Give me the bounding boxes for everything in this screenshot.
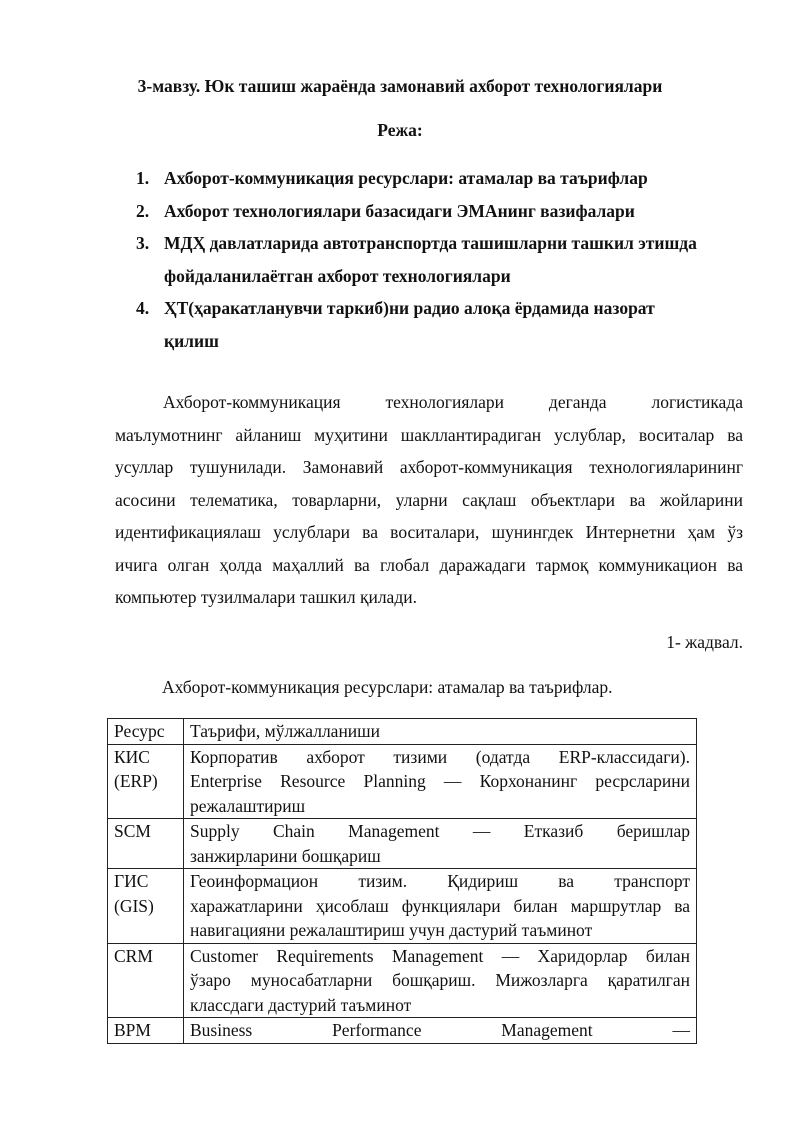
definition-line: Business Performance Management — <box>190 1020 690 1040</box>
table-header-cell: Ресурс <box>108 719 184 745</box>
table-row <box>108 744 697 819</box>
plan-item-text: ҲТ(ҳаракатланувчи таркиб)ни радио алоқа ёрдамида назорат <box>164 298 655 318</box>
definition-line: Геоинформацион тизим. Қидириш ва транспорт <box>190 871 690 891</box>
table-cell-resource <box>108 819 184 869</box>
table-number: 1- жадвал. <box>666 632 743 652</box>
table-cell-definition <box>184 819 697 869</box>
plan-item-text: Ахборот технологиялари базасидаги ЭМАнинг вазифалари <box>164 200 635 221</box>
table-cell-resource <box>108 1018 184 1044</box>
definition-line: ўзаро муносабатларни бошқариш. Мижозларга қаратилган <box>190 970 690 990</box>
definition-line: режалаштириш <box>190 795 306 816</box>
table-header-cell: Таърифи, мўлжалланиши <box>184 719 697 745</box>
table-cell-definition <box>184 943 697 1018</box>
table-row <box>108 869 697 944</box>
table-cell-definition <box>184 869 697 944</box>
plan-item <box>136 227 756 292</box>
table-cell-resource <box>108 744 184 819</box>
plan-heading: Режа: <box>377 120 423 140</box>
table-cell-definition <box>184 744 697 819</box>
resource-line: (ERP) <box>114 771 158 791</box>
paragraph-line: усуллар тушунилади. Замонавий ахборот-коммуникация технологияларининг <box>115 457 743 477</box>
definition-line: классдаги дастурий таъминот <box>190 994 412 1015</box>
plan-item-number: 1. <box>136 168 150 188</box>
resource-line: SCM <box>114 821 151 841</box>
definition-line: Корпоратив ахборот тизими (одатда ERP-классидаги). <box>190 746 690 767</box>
resource-line: (GIS) <box>114 895 154 916</box>
table-cell-definition <box>184 1018 697 1044</box>
table-caption: Ахборот-коммуникация ресурслари: атамалар ва таърифлар. <box>162 677 613 697</box>
plan-item-number: 3. <box>136 233 150 253</box>
plan-item-text: фойдаланилаётган ахборот технологиялари <box>164 265 511 286</box>
table-header-row <box>108 719 697 745</box>
resource-line: CRM <box>114 945 153 966</box>
table-cell-resource <box>108 869 184 944</box>
table-row <box>108 943 697 1018</box>
document-title: 3-мавзу. Юк ташиш жараёнда замонавий ахборот технологиялари <box>137 76 663 96</box>
plan-item-number: 4. <box>136 298 150 318</box>
table-cell-resource <box>108 943 184 1018</box>
definition-line: Customer Requirements Management — Харидорлар билан <box>190 945 690 966</box>
definition-line: занжирларини бошқариш <box>190 845 381 866</box>
plan-item-text: қилиш <box>164 330 219 351</box>
body-paragraph <box>115 386 743 614</box>
paragraph-line: ичига олган ҳолда маҳаллий ва глобал даражадаги тармоқ коммуникацион ва <box>115 554 743 575</box>
definition-line: Enterprise Resource Planning — Корхонанинг ресрсларини <box>190 771 690 791</box>
plan-item <box>136 195 756 228</box>
paragraph-line: маълумотнинг айланиш муҳитини шакллантирадиган услублар, воситалар ва <box>115 424 743 445</box>
paragraph-line: идентификациялаш услублари ва воситалари, шунингдек Интернетни ҳам ўз <box>115 522 743 542</box>
definition-line: навигацияни режалаштириш учун дастурий таъминот <box>190 920 593 940</box>
paragraph-line: компьютер тузилмалари ташкил қилади. <box>115 587 417 607</box>
plan-item-number: 2. <box>136 200 150 221</box>
resource-line: КИС <box>114 746 150 767</box>
resource-line: ГИС <box>114 871 149 891</box>
plan-list <box>136 162 756 357</box>
paragraph-line: асосини телематика, товарларни, уларни сақлаш объектлари ва жойларини <box>115 489 743 510</box>
plan-item-text: МДҲ давлатларида автотранспортда ташишларни ташкил этишда <box>164 233 697 253</box>
definition-line: харажатларини ҳисоблаш функциялари билан маршрутлар ва <box>190 895 690 916</box>
plan-item <box>136 292 756 357</box>
table-row <box>108 1018 697 1044</box>
plan-item-text: Ахборот-коммуникация ресурслари: атамалар ва таърифлар <box>164 168 648 188</box>
plan-item <box>136 162 756 195</box>
table-row <box>108 819 697 869</box>
resource-line: BPM <box>114 1020 151 1040</box>
resources-table <box>107 718 697 1044</box>
definition-line: Supply Chain Management — Етказиб беришлар <box>190 821 690 841</box>
paragraph-line: Ахборот-коммуникация технологиялари деганда логистикада <box>163 392 743 412</box>
